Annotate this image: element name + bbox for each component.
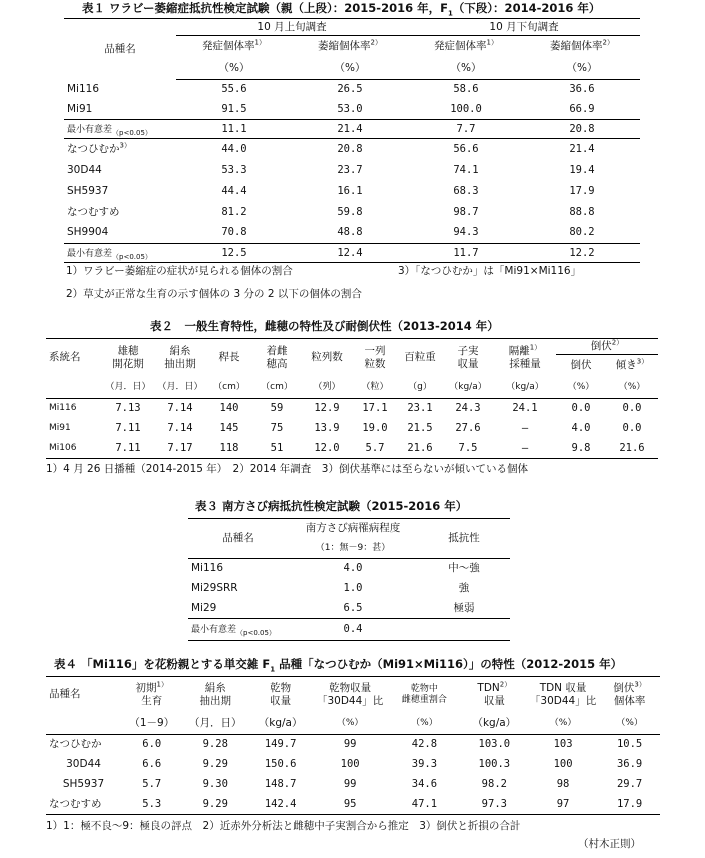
- t4-header: TDN 収量 「30D44」比: [527, 677, 599, 713]
- table-row: Mi91 7.11 7.14 145 75 13.9 19.0 21.5 27.6 — 4.0 0.0: [49, 422, 642, 435]
- t4-units-row: [46, 713, 660, 735]
- t1-col-shrink-2: 萎縮個体率$^{2)}$: [550, 38, 614, 53]
- t2-unit: （列）: [302, 377, 352, 399]
- t3-header-variety: 品種名: [188, 519, 288, 559]
- t1-note2: 2）草丈が正常な生育の示す個体の 3 分の 2 以下の個体の割合: [66, 288, 362, 300]
- table-row: Mi116 7.13 7.14 140 59 12.9 17.1 23.1 24.3 24.1 0.0 0.0: [49, 402, 642, 415]
- t2-header: 絹糸 抽出期: [154, 339, 206, 377]
- t2-header-lodging-2: 傾き$^{3)}$: [615, 357, 649, 372]
- t4-header: 絹糸 抽出期: [182, 677, 248, 713]
- t4-unit: （%）: [387, 713, 462, 735]
- t1-note1: 1）ワラビー萎縮症の症状が見られる個体の割合: [66, 265, 293, 277]
- t1-col-onset-2: 発症個体率$^{1)}$: [434, 38, 498, 53]
- t4-header: 倒伏$^{3)}$ 個体率: [599, 677, 660, 713]
- t4-unit: （kg/a）: [462, 713, 527, 735]
- t4-unit: （月．日）: [182, 713, 248, 735]
- t1-note3: 3）「なつひむか」は「Mi91×Mi116」: [398, 265, 582, 277]
- table-row: Mi106 7.11 7.17 118 51 12.0 5.7 21.6 7.5 — 9.8 21.6: [46, 439, 658, 459]
- t4-unit: （%）: [527, 713, 599, 735]
- t2-header: 粒列数: [302, 339, 352, 377]
- t1-header-variety: 品種名: [64, 19, 176, 80]
- t2-unit: （kg/a）: [442, 377, 494, 399]
- t4-header: 乾物収量 「30D44」比: [313, 677, 387, 713]
- t3-header-severity: 南方さび病罹病程度: [288, 519, 418, 539]
- t2-unit: （cm）: [252, 377, 302, 399]
- t1-unit: （%）: [176, 58, 292, 80]
- t3-header-resistance: 抵抗性: [418, 519, 510, 559]
- t2-header: 一列 粒数: [352, 339, 398, 377]
- t1-group-late: 10 月下旬調査: [408, 19, 640, 36]
- t2-unit: （kg/a）: [494, 377, 556, 399]
- table-row: SH5937 44.4 16.1 68.3 17.9: [67, 184, 595, 197]
- t3-lsd-blank: [418, 619, 510, 641]
- t4-header: 乾物中 雌穂重割合: [387, 677, 462, 713]
- t2-units-row: [46, 377, 658, 399]
- t2-header: 子実 収量: [442, 339, 494, 377]
- t2-header: 百粒重: [398, 339, 442, 377]
- t2-unit: （粒）: [352, 377, 398, 399]
- t2-unit: （月．日）: [154, 377, 206, 399]
- table-row: 30D44 53.3 23.7 74.1 19.4: [67, 163, 595, 176]
- t4-header-variety: 品種名: [46, 677, 121, 713]
- table-row: なつひむか 6.0 9.28 149.7 99 42.8 103.0 103 10.5: [49, 738, 643, 751]
- table1: [64, 18, 640, 263]
- t2-unit: （%）: [556, 377, 606, 399]
- t2-header: 着雌 穂高: [252, 339, 302, 377]
- t4-header: 乾物 収量: [248, 677, 313, 713]
- table-row-lsd: 最小有意差$_{(p<0.05)}$ 12.5 12.4 11.7 12.2: [64, 244, 640, 263]
- t2-header-line: 系統名: [46, 339, 102, 377]
- t1-col-shrink-1: 萎縮個体率$^{2)}$: [318, 38, 382, 53]
- table-row: なつむすめ 5.3 9.29 142.4 95 47.1 97.3 97 17.9: [46, 795, 660, 815]
- table-row: Mi29SRR 1.0 強: [191, 582, 470, 595]
- t3-header-scale: （1：無－9：甚）: [288, 539, 418, 559]
- table-row: Mi29 6.5 極弱: [191, 601, 475, 614]
- t2-unit: （%）: [606, 377, 658, 399]
- t2-header: 隔離$^{1)}$ 採種量: [494, 339, 556, 377]
- author: （村木正則）: [578, 838, 641, 850]
- t4-unit: （kg/a）: [248, 713, 313, 735]
- table-row: Mi116 55.6 26.5 58.6 36.6: [67, 83, 595, 96]
- table-row: Mi116 4.0 中～強: [191, 562, 480, 575]
- t2-header-lodging: 倒伏$^{2)}$: [556, 339, 658, 355]
- t4-header: 初期$^{1)}$ 生育: [121, 677, 182, 713]
- table-row: なつひむか$^{3)}$ 44.0 20.8 56.6 21.4: [67, 141, 595, 155]
- table2: [46, 338, 658, 459]
- t2-unit-blank: [46, 377, 102, 399]
- t2-unit: （月．日）: [102, 377, 154, 399]
- t4-unit: （%）: [313, 713, 387, 735]
- table2-title: 表２ 一般生育特性，雌穂の特性及び耐倒伏性（2013-2014 年）: [150, 319, 499, 333]
- t2-unit: （g）: [398, 377, 442, 399]
- table-row-lsd: 最小有意差$_{(p<0.05)}$ 11.1 21.4 7.7 20.8: [64, 120, 640, 139]
- table-row: SH9904 70.8 48.8 94.3 80.2: [67, 226, 595, 239]
- t2-header: 稈長: [206, 339, 252, 377]
- table-row: Mi91 91.5 53.0 100.0 66.9: [67, 102, 595, 115]
- t2-unit: （cm）: [206, 377, 252, 399]
- t1-group-early: 10 月上旬調査: [176, 19, 408, 36]
- table3: [188, 518, 510, 641]
- t4-unit: （1－9）: [121, 713, 182, 735]
- table1-title: 表１ ワラビー萎縮症抵抗性検定試験（親（上段）：2015-2016 年，$F_1$（下段）：2014-2016 年）: [82, 1, 601, 18]
- t2-note: 1）4 月 26 日播種（2014-2015 年） 2）2014 年調査 3）倒伏基準には至らないが傾いている個体: [46, 463, 528, 475]
- t2-header: 雄穂 開花期: [102, 339, 154, 377]
- table4: [46, 676, 660, 815]
- t4-unit-blank: [46, 713, 121, 735]
- t4-note: 1）1：極不良～9：極良の評点 2）近赤外分析法と雌穂中子実割合から推定 3）倒伏と折損の合計: [46, 820, 521, 832]
- t1-unit: （%）: [524, 58, 640, 80]
- table-row: なつむすめ 81.2 59.8 98.7 88.8: [67, 205, 595, 218]
- table-row-lsd: 最小有意差$_{(p<0.05)}$ 0.4: [188, 619, 510, 641]
- t4-unit: （%）: [599, 713, 660, 735]
- t2-header-lodging-1: 倒伏: [570, 359, 592, 372]
- table3-title: 表３ 南方さび病抵抗性検定試験（2015-2016 年）: [195, 499, 468, 513]
- table-row: SH5937 5.7 9.30 148.7 99 34.6 98.2 98 29.7: [62, 778, 643, 791]
- t1-unit: （%）: [408, 58, 524, 80]
- table4-title: 表４ 「Mi116」を花粉親とする単交雑 $F_1$ 品種「なつひむか（Mi91×Mi116）」の特性（2012-2015 年）: [54, 657, 623, 674]
- t1-col-onset-1: 発症個体率$^{1)}$: [202, 38, 266, 53]
- t4-header: $TDN^{2)}$ 収量: [462, 677, 527, 713]
- t1-unit: （%）: [292, 58, 408, 80]
- table-row: 30D44 6.6 9.29 150.6 100 39.3 100.3 100 36.9: [66, 758, 643, 771]
